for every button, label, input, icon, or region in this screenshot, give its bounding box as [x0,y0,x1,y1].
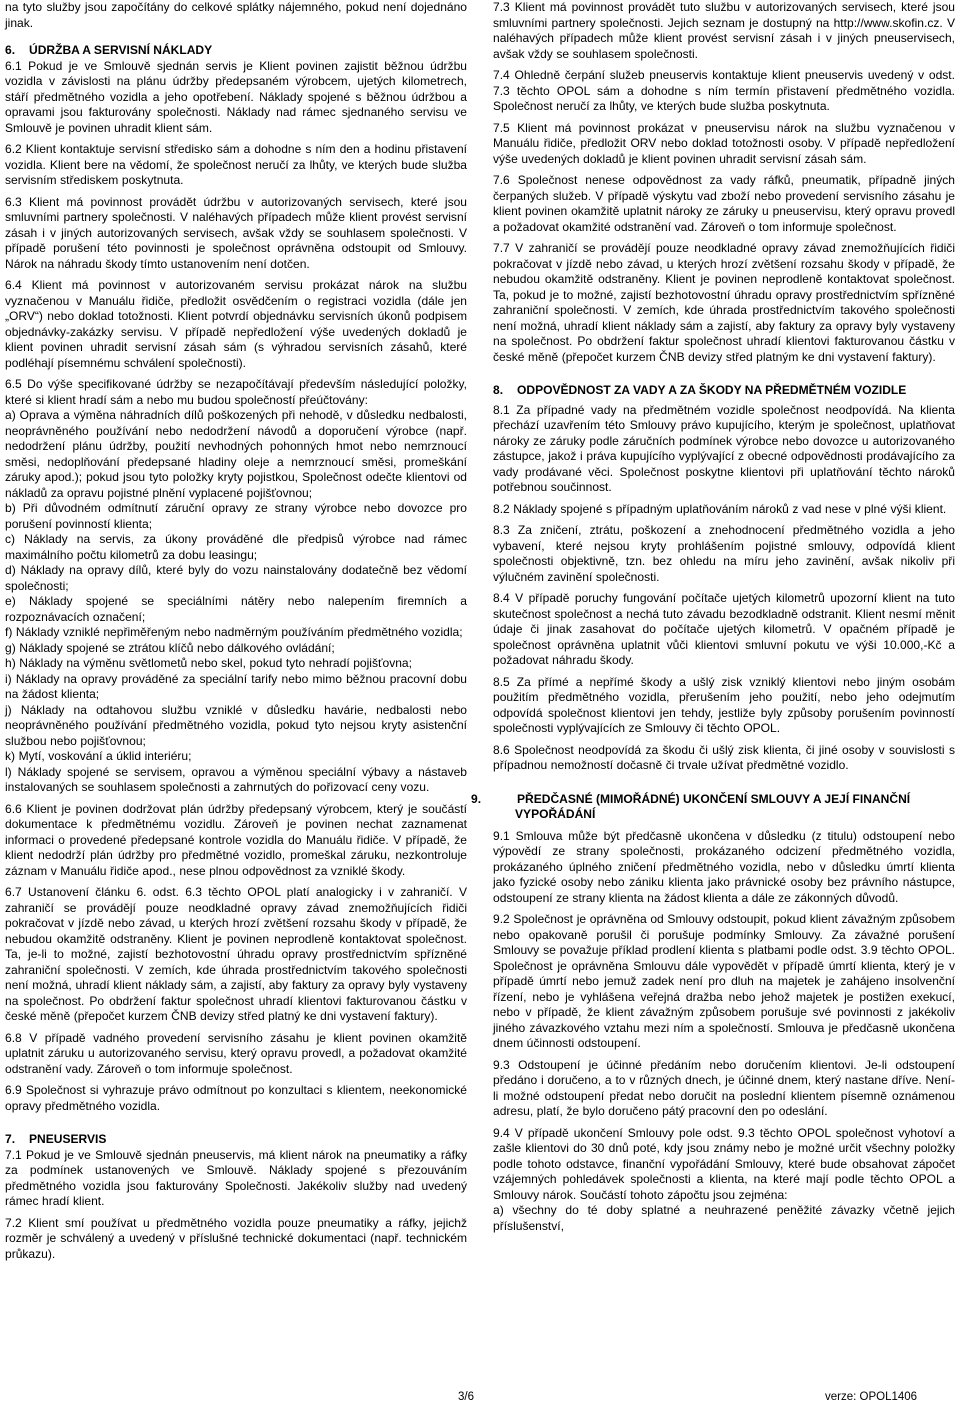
right-column [471,0,955,1234]
paragraph: d) Náklady na opravy dílů, které byly do vozu nainstalovány dodatečně bez vědomí společnosti; [5,563,467,593]
paragraph: 8.4 V případě poruchy fungování počítače ujetých kilometrů upozorní klient na tuto skutečnost společnost a nechá tuto závadu bezodkladně odstranit. Klient nesmí měnit údaje či jinak zasahovat do počítače ujetých kilometrů. V opačném případě je společnost oprávněna uplatnit vůči klientovi smluvní pokutu ve výši 10.000,-Kč a požadovat náhradu škody. [493,591,955,667]
paragraph: 6.6 Klient je povinen dodržovat plán údržby předepsaný výrobcem, který je součástí dokumentace k předmětnému vozidlu. Zároveň je povinen nechat zaznamenat informaci o provedené předepsané kontrole vozidla do Manuálu řidiče. V případě, že klient nedodrží plán údržby pro předmětné vozidlo, promeškal záruku, nezkontroluje záznam v Manuálu řidiče apod., nese plnou odpovědnost za vzniklé škody. [5,801,467,878]
paragraph: 6.7 Ustanovení článku 6. odst. 6.3 těchto OPOL platí analogicky i v zahraničí. V zahraničí se provádějí pouze neodkladné opravy závad znemožňujících řidiči pokračovat v jízdě nebo závad, u kterých hrozí zvětšení rozsahu škody v případě, že nebudou okamžitě odstraněny. Klient je povinen neprodleně kontaktovat společnost. Ta, je-li to možné, zajistí bezhotovostní úhradu opravy prostřednictvím spřízněné zahraniční společnosti. V zemích, kde úhrada prostřednictvím takového společnosti není možná, uhradí klient náklady sám, a zajistí, aby faktury za opravy byly vystaveny na společnost. Po obdržení faktur společnost uhradí klientovi fakturovanou částku v české měně (přepočet kurzem ČNB devizy střed platný ke dni vystavení faktury). [5,885,467,1023]
paragraph: c) Náklady na servis, za úkony prováděné dle předpisů výrobce nad rámec maximálního počtu kilometrů za dobu leasingu; [5,532,467,562]
section-heading [493,383,955,399]
paragraph: 7.5 Klient má povinnost prokázat v pneuservisu nárok na službu vyznačenou v Manuálu řidiče, předložit ORV nebo doklad totožnosti osoby. V případě nepředložení výše uvedených dokladů je klient povinen uhradit servisní zásah sám. [493,120,955,166]
paragraph: 6.9 Společnost si vyhrazuje právo odmítnout po konzultaci s klientem, neekonomické opravy předmětného vozidla. [5,1083,467,1113]
paragraph: h) Náklady na výměnu světlometů nebo skel, pokud tyto nehradí pojišťovna; [5,656,412,670]
paragraph: 7.2 Klient smí používat u předmětného vozidla pouze pneumatiky a ráfky, jejichž rozměr je schválený a uvedený v příslušné technické dokumentaci (např. technickém průkazu). [5,1215,467,1261]
paragraph: k) Mytí, voskování a úklid interiéru; [5,749,192,763]
paragraph: b) Při důvodném odmítnutí záruční opravy ze strany výrobce nebo dovozce pro porušení povinností klienta; [5,501,467,531]
paragraph: f) Náklady vzniklé nepřiměřeným nebo nadměrným používáním předmětného vozidla; [5,625,463,639]
paragraph: 9.3 Odstoupení je účinné předáním nebo doručením klientovi. Je-li odstoupení předáno i doručeno, a to v různých dnech, je účinné dnem, který nastane dříve. Není-li možné odstoupení předat nebo doručit na poslední klientem písemně oznámenou adresu, platí, že bylo doručeno pátý pracovní den po odeslání. [493,1057,955,1118]
section-number: 8. [493,383,504,397]
paragraph: 6.4 Klient má povinnost v autorizovaném servisu prokázat nárok na službu vyznačenou v Manuálu řidiče, předložit osvědčením o registraci vozidla (dále jen „ORV“) nebo doklad totožnosti. Klient potvrdí objednávku servisních úkonů podpisem objednávky-zakázky servisu. V případě nepředložení výše uvedených dokladů je klient povinen uhradit servisní zásah sám (s výhradou servisních zásahů, které podléhají písemnému schválení společnosti). [5,278,467,370]
paragraph: l) Náklady spojené se servisem, opravou a výměnou speciální výbavy a nástaveb instalovaných se souhlasem společnosti a zahrnutých do pořizovací ceny vozu. [5,764,467,794]
paragraph: e) Náklady spojené se speciálními nátěry nebo nalepením firemních a rozpoznávacích označení; [5,594,467,624]
paragraph: 7.4 Ohledně čerpání služeb pneuservis kontaktuje klient pneuservis uvedený v odst. 7.3 těchto OPOL sám a dohodne s ním termín přistavení předmětného vozidla. Společnost neručí za lhůty, ve kterých bude služba poskytnuta. [493,68,955,113]
section-title: ÚDRŽBA A SERVISNÍ NÁKLADY [29,43,213,57]
paragraph: g) Náklady spojené se ztrátou klíčů nebo dálkového ovládání; [5,640,335,655]
paragraph: 6.2 Klient kontaktuje servisní středisko sám a dohodne s ním den a hodinu přistavení vozidla. Klient bere na vědomí, že společnost neručí za lhůty, ve kterých bude služba servisním střediskem poskytnuta. [5,142,467,187]
paragraph: 6.1 Pokud je ve Smlouvě sjednán servis je Klient povinen zajistit běžnou údržbu vozidla v závislosti na plánu údržby předepsaném výrobcem, ujetých kilometrech, stáří předmětného vozidla a jeho opotřebení. Náklady spojené s běžnou údržbou a opravami jsou fakturovány společnosti. Náklady nad rámec sjednaného servisu ve Smlouvě je povinen uhradit klient sám. [5,58,467,135]
version-label: verze: OPOL1406 [825,1391,918,1403]
paragraph: a) Oprava a výměna náhradních dílů poškozených při nehodě, v důsledku nedbalosti, neoprávněného používání nebo nedodržení návodů a doporučení výrobce (např. nedodržení plánu údržby, použití nevhodných pohonných hmot nebo nemrznoucí směsi, nedoplňování předepsané hladiny oleje a nemrznoucí směsi, promeškání záruky apod.); pokud jsou tyto položky kryty pojistkou, Společnost odečte klientovi od nákladů za opravu pojistné plnění vyplacené pojišťovnou; [5,408,467,500]
section-title: ODPOVĚDNOST ZA VADY A ZA ŠKODY NA PŘEDMĚTNÉM VOZIDLE [517,383,907,397]
paragraph: 7.1 Pokud je ve Smlouvě sjednán pneuservis, má klient nárok na pneumatiky a ráfky za podmínek ustanovených ve Smlouvě. Náklady spojené s přezouváním předmětného vozidla jsou fakturovány Společnosti. Jakékoliv služby nad uvedený rámec hradí klient. [5,1147,467,1208]
paragraph: 6.5 Do výše specifikované údržby se nezapočítávají především následující položky, které si klient hradí sám a nebo mu budou společností přeúčtovány: [5,377,467,407]
paragraph: 6.3 Klient má povinnost provádět údržbu v autorizovaných servisech, které jsou smluvními partnery společnosti. V naléhavých případech může klient provést servisní zásah i v jiných autorizovaných servisech, avšak vždy se souhlasem společnosti. V případě porušení této povinnosti je společnost oprávněna odstoupit od Smlouvy. Nárok na náhradu škody tímto ustanovením není dotčen. [5,194,467,271]
paragraph: 8.1 Za případné vady na předmětném vozidle společnost neodpovídá. Na klienta přechází uzavřením této Smlouvy právo kupujícího, kterým je společnost, uplatňovat nároky ze záruky podle záručních podmínek výrobce nebo dovozce u autorizovaného zástupce, jakož i práva kupujícího vyplývající z obecné odpovědnosti prodávajícího za vady prodávané věci. Společnost poskytne klientovi při uplatňování těchto nároků potřebnou součinnost. [493,402,955,494]
spacer [5,31,467,43]
left-column [5,0,467,1262]
paragraph: 8.3 Za zničení, ztrátu, poškození a znehodnocení předmětného vozidla a jeho vybavení, které nejsou kryty prohlášením pojistné smlouvy, odpovídá klient společnosti objektivně, tzn. bez ohledu na míru jeho zavinění, avšak nikoliv při výlučném zavinění společnosti. [493,523,955,584]
paragraph: i) Náklady na opravy prováděné za speciální tarify nebo mimo běžnou pracovní dobu na žádost klienta; [5,671,467,701]
paragraph: 7.7 V zahraničí se provádějí pouze neodkladné opravy závad znemožňujících řidiči pokračovat v jízdě nebo závad, u kterých hrozí zvětšení rozsahu škody v případě, že nebudou okamžitě odstraněny. Klient je povinen neprodleně kontaktovat společnost. Ta, pokud je to možné, zajistí bezhotovostní úhradu opravy prostřednictvím spřízněné zahraniční společnosti. V zemích, kde úhrada prostřednictvím takového společnosti není možná, uhradí klient náklady sám a zajistí, aby faktury za opravy byly vystaveny na společnost. Po obdržení faktur společnost uhradí klientovi fakturovanou částku v české měně (přepočet kurzem ČNB devizy střed platným ke dni vystavení faktury). [493,241,955,364]
page-number: 3/6 [458,1391,474,1403]
paragraph: 7.6 Společnost nenese odpovědnost za vady ráfků, pneumatik, případně jiných čerpaných služeb. V případě výskytu vad zboží nebo provedení servisního zásahu je klient povinen okamžitě uplatnit nároky ze záruky u pneuservisu, který opravu provedl a požadovat okamžité odstranění vad. Zároveň o tom informuje společnost. [493,173,955,234]
section-title: PNEUSERVIS [29,1132,107,1146]
section-number: 6. [5,43,16,57]
spacer [5,1114,467,1132]
section-heading [471,791,955,823]
section-heading [5,1132,467,1148]
section-heading [5,43,467,59]
paragraph: j) Náklady na odtahovou službu vzniklé v důsledku havárie, nedbalosti nebo neoprávněného používání předmětného vozidla, pokud tyto nejsou kryty asistenční službou nebo pojišťovnou; [5,702,467,748]
spacer [493,774,955,792]
paragraph: 9.1 Smlouva může být předčasně ukončena v důsledku (z titulu) odstoupení nebo výpovědí ze strany společnosti, prokázaného odcizení předmětného vozidla, prokázaného úplného zničení předmětného vozidla, nebo v důsledku úmrtí klienta jako fyzické osoby nebo zániku klienta jako právnické osoby bez právního nástupce, odstoupení ze strany klienta na žádost klienta a dále ze zákonných důvodů. [493,828,955,905]
paragraph: na tyto služby jsou započítány do celkové splátky nájemného, pokud není dojednáno jinak. [5,0,467,30]
paragraph: 9.2 Společnost je oprávněna od Smlouvy odstoupit, pokud klient závažným způsobem nebo opakovaně porušil či porušuje podmínky Smlouvy. Za závažné porušení Smlouvy se považuje příklad prodlení klienta s platbami podle odst. 3.9 těchto OPOL. Společnost je oprávněna Smlouvu dále vypovědět v případě úmrtí klienta, který je v případě úmrtí nebo jemuž zadek není pro dluh na majetek je zahájeno insolvenční řízení, nebo je vyhlášena veřejná dražba nebo jehož majetek je postižen exekucí, nebo v případě, že klient závažným způsobem porušuje své povinnosti z jakékoliv jiného závazkového vztahu mezi ním a společností. Smlouva je předčasně ukončena dnem účinnosti odstoupení. [493,912,955,1050]
paragraph: 8.6 Společnost neodpovídá za škodu či ušlý zisk klienta, či jiné osoby v souvislosti s případnou nemožností dočasně či trvale užívat předmětné vozidlo. [493,742,955,772]
section-number: 9. [471,791,482,806]
paragraph: 8.2 Náklady spojené s případným uplatňováním nároků z vad nese v plné výši klient. [493,501,947,516]
paragraph: 6.8 V případě vadného provedení servisního zásahu je klient povinen okamžitě uplatnit záruku u autorizovaného servisu, který opravu provedl, a požadovat okamžité odstranění vady. Zároveň o tom informuje společnost. [5,1030,467,1076]
spacer [493,365,955,383]
paragraph: 7.3 Klient má povinnost provádět tuto službu v autorizovaných servisech, které jsou smluvními partnery společnosti. Jejich seznam je dostupný na http://www.skofin.cz. V naléhavých případech může klient provést servisní zásah i v jiných pneuservisech, avšak vždy se souhlasem společnosti. [493,0,955,61]
section-number: 7. [5,1132,16,1146]
section-title: PŘEDČASNÉ (MIMOŘÁDNÉ) UKONČENÍ SMLOUVY A JEJÍ FINANČNÍ VYPOŘÁDÁNÍ [515,791,911,821]
paragraph: a) všechny do té doby splatné a neuhrazené peněžité závazky včetně jejich příslušenství, [493,1203,955,1233]
paragraph: 8.5 Za přímé a nepřímé škody a ušlý zisk vzniklý klientovi nebo jiným osobám použitím předmětného vozidla, přerušením jeho použití, nebo jeho odejmutím odpovídá společnost klientovi jen tehdy, jestliže byly způsoby porušením povinností společnosti vyplývajících ze Smlouvy či těchto OPOL. [493,674,955,735]
paragraph: 9.4 V případě ukončení Smlouvy pole odst. 9.3 těchto OPOL společnost vyhotoví a zašle klientovi do 30 dnů poté, kdy jsou známy nebo je možné určit všechny položky podle tohoto odstavce, finanční vypořádání Smlouvy, které bude obsahovat zápočet vzájemných pohledávek společnosti a klienta, na které mají podle těchto OPOL a Smlouvy nárok. Součástí tohoto zápočtu jsou zejména: [493,1125,955,1202]
